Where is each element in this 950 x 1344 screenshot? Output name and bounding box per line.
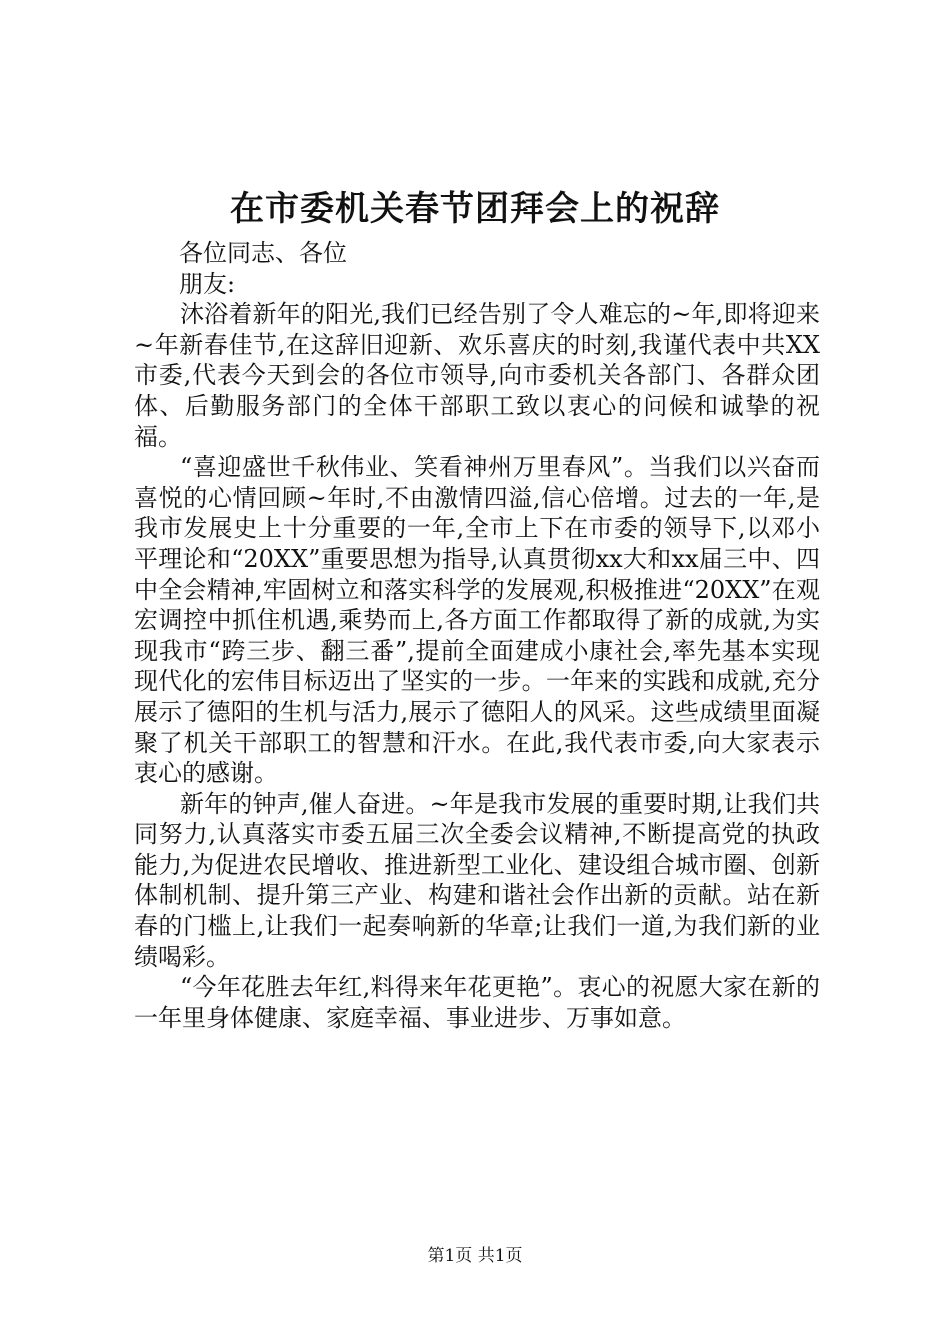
greeting-line-2: 朋友: — [179, 269, 236, 298]
greeting-line-1: 各位同志、各位 — [179, 239, 347, 267]
paragraph-2: “喜迎盛世千秋伟业、笑看神州万里春风”。当我们以兴奋而喜悦的心情回顾~年时,不由激情四溢,信心倍增。过去的一年,是我市发展史上十分重要的一年,全市上下在市委的领导下,以邓小平理论和“20XX”重要思想为指导,认真贯彻xx大和xx届三中、四中全会精神,牢固树立和落实科学的发展观,积极推进“20XX”在观宏调控中抓住机遇,乘势而上,各方面工作都取得了新的成就,为实现我市“跨三步、翻三番”,提前全面建成小康社会,率先基本实现现代化的宏伟目标迈出了坚实的一步。一年来的实践和成就,充分展示了德阳的生机与活力,展示了德阳人的风采。这些成绩里面凝聚了机关干部职工的智慧和汗水。在此,我代表市委,向大家表示衷心的感谢。 — [134, 453, 820, 788]
paragraph-4: “今年花胜去年红,料得来年花更艳”。衷心的祝愿大家在新的一年里身体健康、家庭幸福、事业进步、万事如意。 — [134, 973, 820, 1032]
document-title: 在市委机关春节团拜会上的祝辞 — [230, 189, 720, 229]
paragraph-3: 新年的钟声,催人奋进。~年是我市发展的重要时期,让我们共同努力,认真落实市委五届三次全委会议精神,不断提高党的执政能力,为促进农民增收、推进新型工业化、建设组合城市圈、创新体制机制、提升第三产业、构建和谐社会作出新的贡献。站在新春的门槛上,让我们一起奏响新的华章;让我们一道,为我们新的业绩喝彩。 — [134, 789, 820, 971]
document-body — [134, 238, 820, 1033]
page-footer: 第1页 共1页 — [427, 1246, 523, 1266]
paragraph-1: 沐浴着新年的阳光,我们已经告别了令人难忘的~年,即将迎来~年新春佳节,在这辞旧迎新、欢乐喜庆的时刻,我谨代表中共XX市委,代表今天到会的各位市领导,向市委机关各部门、各群众团体、后勤服务部门的全体干部职工致以衷心的问候和诚挚的祝福。 — [134, 300, 820, 451]
